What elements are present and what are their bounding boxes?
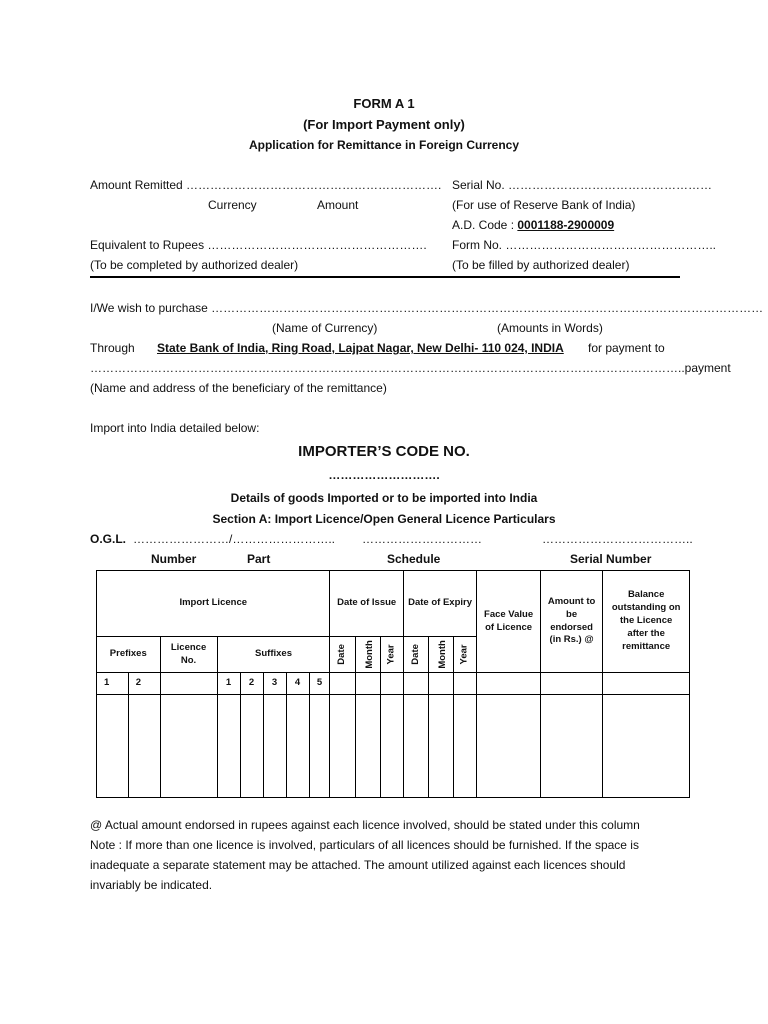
entry-cell[interactable] [309, 695, 330, 798]
ogl-serial-field[interactable]: ……………………………….. [542, 532, 693, 546]
currency-label: Currency [208, 198, 257, 212]
prefix-2-cell: 2 [128, 673, 160, 695]
number-label: Number [151, 552, 197, 566]
entry-cell[interactable] [160, 695, 217, 798]
table-cell [380, 673, 403, 695]
form-subtitle: (For Import Payment only) [303, 117, 465, 132]
amount-in-words-label: (Amounts in Words) [497, 321, 603, 335]
beneficiary-note: (Name and address of the beneficiary of the remittance) [90, 381, 387, 395]
prefixes-header: Prefixes [97, 637, 161, 673]
date-of-expiry-header: Date of Expiry [403, 571, 476, 637]
suffix-3-cell: 3 [263, 673, 286, 695]
divider-line [90, 276, 680, 278]
prefix-1-cell: 1 [97, 673, 129, 695]
entry-cell[interactable] [97, 695, 129, 798]
importers-code-field[interactable]: ………………………. [328, 468, 440, 482]
details-heading: Details of goods Imported or to be imported into India [230, 491, 538, 505]
rbi-use-note: (For use of Reserve Bank of India) [452, 198, 636, 212]
equivalent-rupees-field[interactable]: Equivalent to Rupees ………………………………………………. [90, 238, 427, 252]
table-cell [330, 673, 355, 695]
entry-cell[interactable] [217, 695, 240, 798]
issue-month-header: Month [355, 637, 380, 673]
entry-cell[interactable] [263, 695, 286, 798]
suffix-4-cell: 4 [286, 673, 309, 695]
suffix-1-cell: 1 [217, 673, 240, 695]
note-line-3: invariably be indicated. [90, 878, 213, 892]
table-cell [540, 673, 602, 695]
ad-code [452, 218, 614, 232]
ogl-schedule-field[interactable]: ………………………… [362, 532, 482, 546]
import-licence-header: Import Licence [97, 571, 330, 637]
licence-no-cell [160, 673, 217, 695]
expiry-year-header: Year [454, 637, 477, 673]
amount-remitted-field[interactable]: Amount Remitted ………………………………………………………. [90, 178, 442, 192]
bank-address: State Bank of India, Ring Road, Lajpat Nagar, New Delhi- 110 024, INDIA [157, 341, 564, 355]
amount-label: Amount [317, 198, 359, 212]
beneficiary-field[interactable]: …………………………………………………………………………………………………………………………………..payment [90, 361, 731, 375]
expiry-month-header: Month [429, 637, 454, 673]
through-label: Through [90, 341, 135, 355]
ogl-label: O.G.L. [90, 532, 126, 546]
table-cell [603, 673, 690, 695]
note-line-2: inadequate a separate statement may be attached. The amount utilized against each licences should [90, 858, 626, 872]
expiry-date-header: Date [403, 637, 428, 673]
schedule-label: Schedule [387, 552, 441, 566]
note-line-1: Note : If more than one licence is involved, particulars of all licences should be furnished. If the space is [90, 838, 639, 852]
form-no-field[interactable]: Form No. …………………………………………….. [452, 238, 717, 252]
entry-cell[interactable] [429, 695, 454, 798]
application-title: Application for Remittance in Foreign Currency [248, 138, 520, 152]
serial-number-label: Serial Number [570, 552, 652, 566]
serial-no-field[interactable]: Serial No. …………………………………………… [452, 178, 713, 192]
ad-code-label: A.D. Code : [452, 218, 515, 232]
name-of-currency-label: (Name of Currency) [272, 321, 378, 335]
suffix-5-cell: 5 [309, 673, 330, 695]
table-cell [355, 673, 380, 695]
entry-cell[interactable] [240, 695, 263, 798]
table-cell [429, 673, 454, 695]
entry-cell[interactable] [454, 695, 477, 798]
balance-outstanding-header: Balance outstanding on the Licence after the remittance [603, 571, 690, 673]
entry-cell[interactable] [603, 695, 690, 798]
part-label: Part [247, 552, 271, 566]
authorized-dealer-note: (To be completed by authorized dealer) [90, 258, 299, 272]
date-of-issue-header: Date of Issue [330, 571, 403, 637]
ogl-number-part-field[interactable]: ……………………/…………………….. [133, 532, 336, 546]
filled-by-dealer-note: (To be filled by authorized dealer) [452, 258, 630, 272]
amount-endorsed-header: Amount to be endorsed (in Rs.) @ [540, 571, 602, 673]
footnote-at: @ Actual amount endorsed in rupees against each licence involved, should be stated under this column [90, 818, 640, 832]
importers-code-heading: IMPORTER’S CODE NO. [298, 443, 470, 460]
suffixes-header: Suffixes [217, 637, 330, 673]
entry-cell[interactable] [477, 695, 541, 798]
issue-year-header: Year [380, 637, 403, 673]
entry-cell[interactable] [128, 695, 160, 798]
for-payment-to-label: for payment to [588, 341, 665, 355]
entry-cell[interactable] [286, 695, 309, 798]
import-detail-label: Import into India detailed below: [90, 421, 260, 435]
table-cell [403, 673, 428, 695]
table-cell [454, 673, 477, 695]
entry-cell[interactable] [403, 695, 428, 798]
section-a-heading: Section A: Import Licence/Open General Licence Particulars [212, 512, 556, 526]
ad-code-value: 0001188-2900009 [517, 218, 615, 232]
entry-cell[interactable] [355, 695, 380, 798]
entry-cell[interactable] [330, 695, 355, 798]
licence-table [96, 570, 690, 798]
face-value-header: Face Value of Licence [477, 571, 541, 673]
form-title: FORM A 1 [353, 96, 415, 111]
table-cell [477, 673, 541, 695]
suffix-2-cell: 2 [240, 673, 263, 695]
entry-cell[interactable] [540, 695, 602, 798]
issue-date-header: Date [330, 637, 355, 673]
wish-to-purchase-field[interactable]: I/We wish to purchase ………………………………………………………………………………………………………………………… [90, 301, 764, 315]
entry-cell[interactable] [380, 695, 403, 798]
licence-no-header: Licence No. [160, 637, 217, 673]
